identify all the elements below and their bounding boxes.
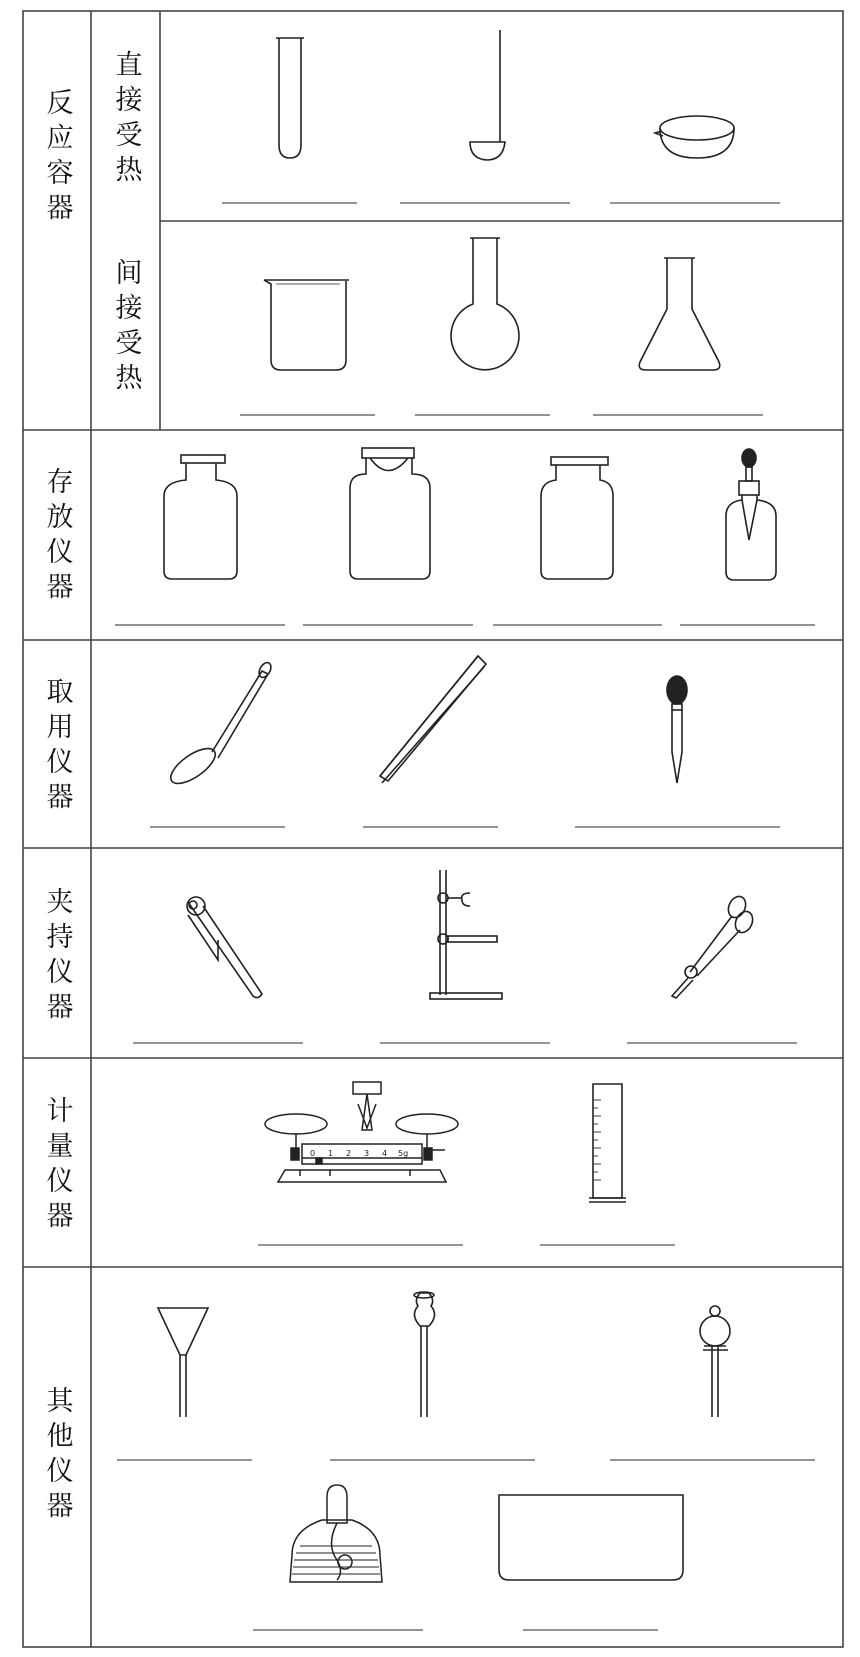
subrow-label-indirect-heating: 间接受热 xyxy=(110,258,142,398)
narrow-mouth-bottle-icon xyxy=(350,448,430,579)
balance-tick: 1 xyxy=(328,1149,334,1158)
table-grid xyxy=(23,11,843,1647)
tweezers-icon xyxy=(380,656,486,783)
balance-tick: 5g xyxy=(398,1149,409,1158)
evaporating-dish-icon xyxy=(655,116,734,158)
category-label-holding: 夹持仪器 xyxy=(41,887,73,1027)
crucible-tongs-icon xyxy=(672,894,756,998)
round-bottom-flask-icon xyxy=(451,238,519,370)
test-tube-icon xyxy=(276,38,304,158)
iron-stand-icon xyxy=(430,870,502,999)
balance-tick: 0 xyxy=(310,1149,316,1158)
funnel-icon xyxy=(158,1308,208,1417)
category-label-reaction-vessels: 反应容器 xyxy=(41,88,73,228)
category-label-other: 其他仪器 xyxy=(41,1386,73,1526)
balance-tick: 4 xyxy=(382,1149,388,1158)
balance-tick: 3 xyxy=(364,1149,370,1158)
alcohol-lamp-icon xyxy=(290,1485,382,1582)
category-label-measuring: 计量仪器 xyxy=(41,1096,73,1236)
separatory-funnel-icon xyxy=(700,1306,730,1417)
wide-mouth-bottle-icon xyxy=(164,455,237,579)
erlenmeyer-flask-icon xyxy=(639,258,720,370)
dropper-icon xyxy=(667,676,687,783)
water-trough-icon xyxy=(499,1495,683,1580)
subrow-label-direct-heating: 直接受热 xyxy=(110,50,142,190)
balance-icon xyxy=(265,1082,458,1182)
balance-tick: 2 xyxy=(346,1149,352,1158)
dropper-bottle-icon xyxy=(726,449,776,580)
beaker-icon xyxy=(264,280,349,370)
category-label-storage: 存放仪器 xyxy=(41,467,73,607)
long-neck-funnel-icon xyxy=(414,1292,435,1417)
answer-blanks xyxy=(115,203,815,1630)
category-label-dispensing: 取用仪器 xyxy=(41,677,73,817)
gas-collecting-bottle-icon xyxy=(541,457,613,579)
medicine-spoon-icon xyxy=(165,661,273,790)
test-tube-holder-icon xyxy=(187,897,262,998)
graduated-cylinder-icon xyxy=(589,1084,626,1202)
combustion-spoon-icon xyxy=(470,30,505,160)
balance-scale-labels xyxy=(310,1149,408,1158)
